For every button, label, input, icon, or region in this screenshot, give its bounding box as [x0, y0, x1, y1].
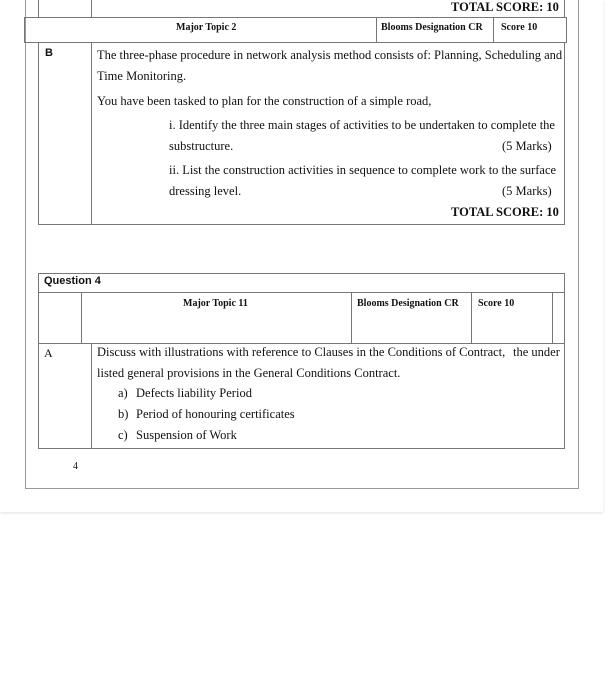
question-b-item-i: i. Identify the three main stages of activities to be undertaken to complete the [169, 118, 555, 132]
score-label: Score 10 [501, 22, 538, 33]
blooms-label: Blooms Designation CR [381, 22, 483, 33]
question-4-text: listed general provisions in the General Conditions Contract. [97, 366, 401, 380]
question-b-total-score: TOTAL SCORE: 10 [451, 205, 559, 219]
list-marker: a) [118, 386, 128, 400]
question-b-item-i: substructure. [169, 139, 234, 153]
list-item-text: Period of honouring certificates [136, 407, 295, 421]
question-b-text: You have been tasked to plan for the construction of a simple road, [97, 94, 432, 108]
question-4-label: A [44, 346, 53, 360]
question-b-item-i-marks: (5 Marks) [502, 139, 552, 153]
question-4-text: Discuss with illustrations with reference to Clauses in the Conditions of Contract, [97, 345, 506, 359]
blooms-label: Blooms Designation CR [357, 298, 459, 309]
top-total-score: TOTAL SCORE: 10 [451, 0, 559, 14]
list-marker: b) [118, 407, 129, 421]
question-4-title: Question 4 [44, 275, 101, 287]
question-b-text: The three-phase procedure in network analysis method consists of: Planning, Scheduling and [97, 48, 563, 62]
major-topic-label: Major Topic 11 [183, 298, 248, 309]
score-label: Score 10 [478, 298, 515, 309]
list-item-text: Suspension of Work [136, 428, 237, 442]
page-number: 4 [73, 461, 78, 472]
question-b-item-ii: ii. List the construction activities in sequence to complete work to the surface [169, 163, 557, 177]
question-4-text: the under [513, 345, 560, 359]
question-b-item-ii: dressing level. [169, 184, 242, 198]
question-b-item-ii-marks: (5 Marks) [502, 184, 552, 198]
list-marker: c) [118, 428, 128, 442]
question-b-label: B [45, 47, 53, 59]
major-topic-label: Major Topic 2 [176, 22, 237, 33]
list-item-text: Defects liability Period [136, 386, 252, 400]
question-b-text: Time Monitoring. [97, 69, 187, 83]
